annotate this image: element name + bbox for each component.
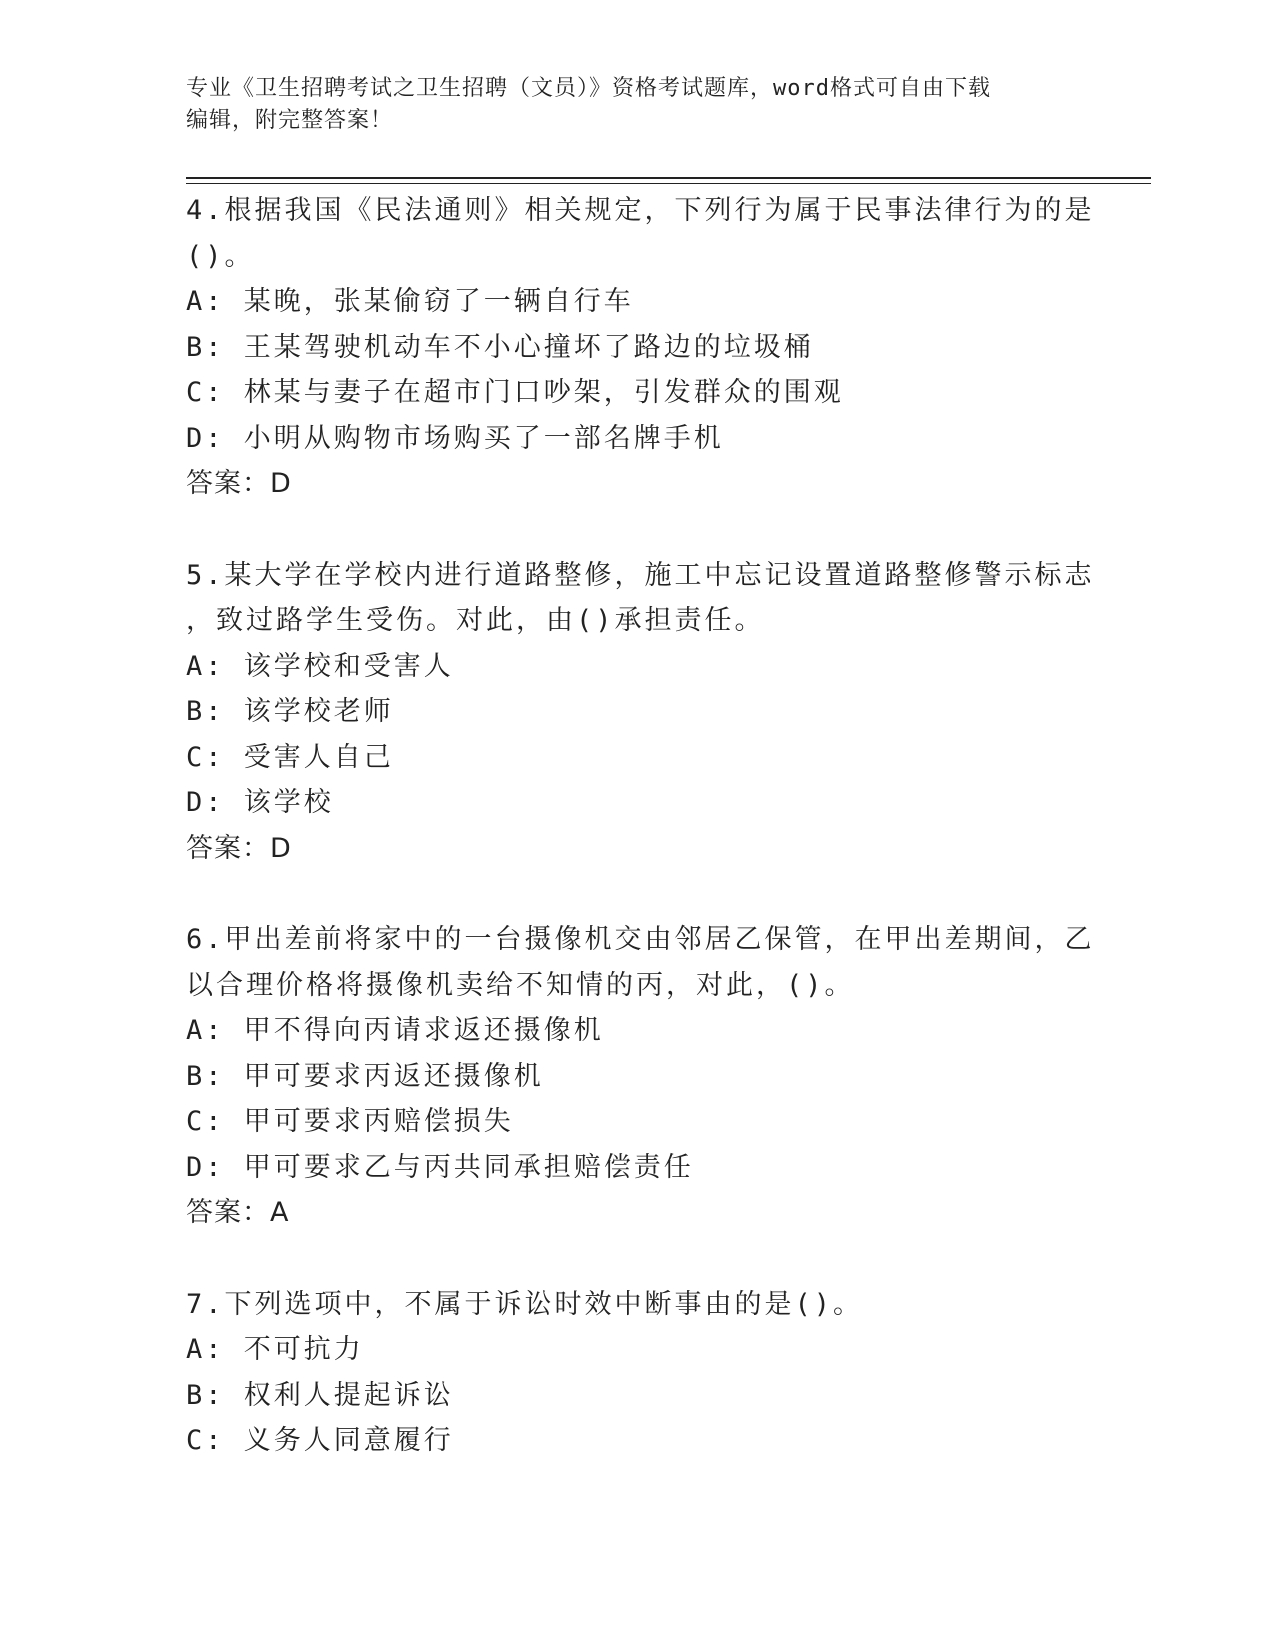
option-a: A: 甲不得向丙请求返还摄像机	[186, 1015, 604, 1046]
answer-label: 答案：D	[186, 468, 292, 499]
header-line-1: 专业《卫生招聘考试之卫生招聘（文员）》资格考试题库，word格式可自由下载	[186, 76, 991, 101]
question-7	[186, 1282, 1066, 1464]
option-b: B: 甲可要求丙返还摄像机	[186, 1060, 544, 1092]
option-b: B: 权利人提起诉讼	[186, 1379, 454, 1411]
question-stem-line: ，致过路学生受伤。对此，由()承担责任。	[186, 605, 765, 636]
answer-label: 答案：A	[186, 1197, 290, 1228]
option-d: D: 小明从购物市场购买了一部名牌手机	[186, 422, 724, 454]
option-b: B: 该学校老师	[186, 696, 394, 727]
question-stem-line: 5.某大学在学校内进行道路整修，施工中忘记设置道路整修警示标志	[186, 559, 1095, 591]
question-4	[186, 188, 1095, 507]
question-stem-line: ()。	[186, 240, 255, 272]
question-stem-line: 4.根据我国《民法通则》相关规定，下列行为属于民事法律行为的是	[186, 195, 1095, 226]
option-c: C: 受害人自己	[186, 741, 394, 773]
option-c: C: 甲可要求丙赔偿损失	[186, 1106, 514, 1137]
document-header	[186, 73, 1066, 137]
question-5	[186, 553, 1095, 872]
option-a: A: 不可抗力	[186, 1334, 364, 1365]
question-stem-line: 以合理价格将摄像机卖给不知情的丙，对此，()。	[186, 969, 855, 1001]
question-stem-line: 7.下列选项中，不属于诉讼时效中断事由的是()。	[186, 1288, 864, 1320]
header-divider-thick	[186, 177, 1151, 179]
option-a: A: 某晚，张某偷窃了一辆自行车	[186, 286, 634, 317]
header-line-2: 编辑，附完整答案！	[186, 108, 394, 133]
option-c: C: 林某与妻子在超市门口吵架，引发群众的围观	[186, 377, 844, 408]
option-a: A: 该学校和受害人	[186, 650, 454, 682]
option-b: B: 王某驾驶机动车不小心撞坏了路边的垃圾桶	[186, 331, 814, 363]
question-stem-line: 6.甲出差前将家中的一台摄像机交由邻居乙保管，在甲出差期间，乙	[186, 924, 1095, 955]
option-c: C: 义务人同意履行	[186, 1425, 454, 1456]
option-d: D: 该学校	[186, 787, 334, 818]
answer-label: 答案：D	[186, 832, 292, 864]
question-6	[186, 917, 1095, 1236]
header-divider-thin	[186, 183, 1151, 184]
question-list	[186, 188, 1095, 1510]
option-d: D: 甲可要求乙与丙共同承担赔偿责任	[186, 1151, 694, 1183]
